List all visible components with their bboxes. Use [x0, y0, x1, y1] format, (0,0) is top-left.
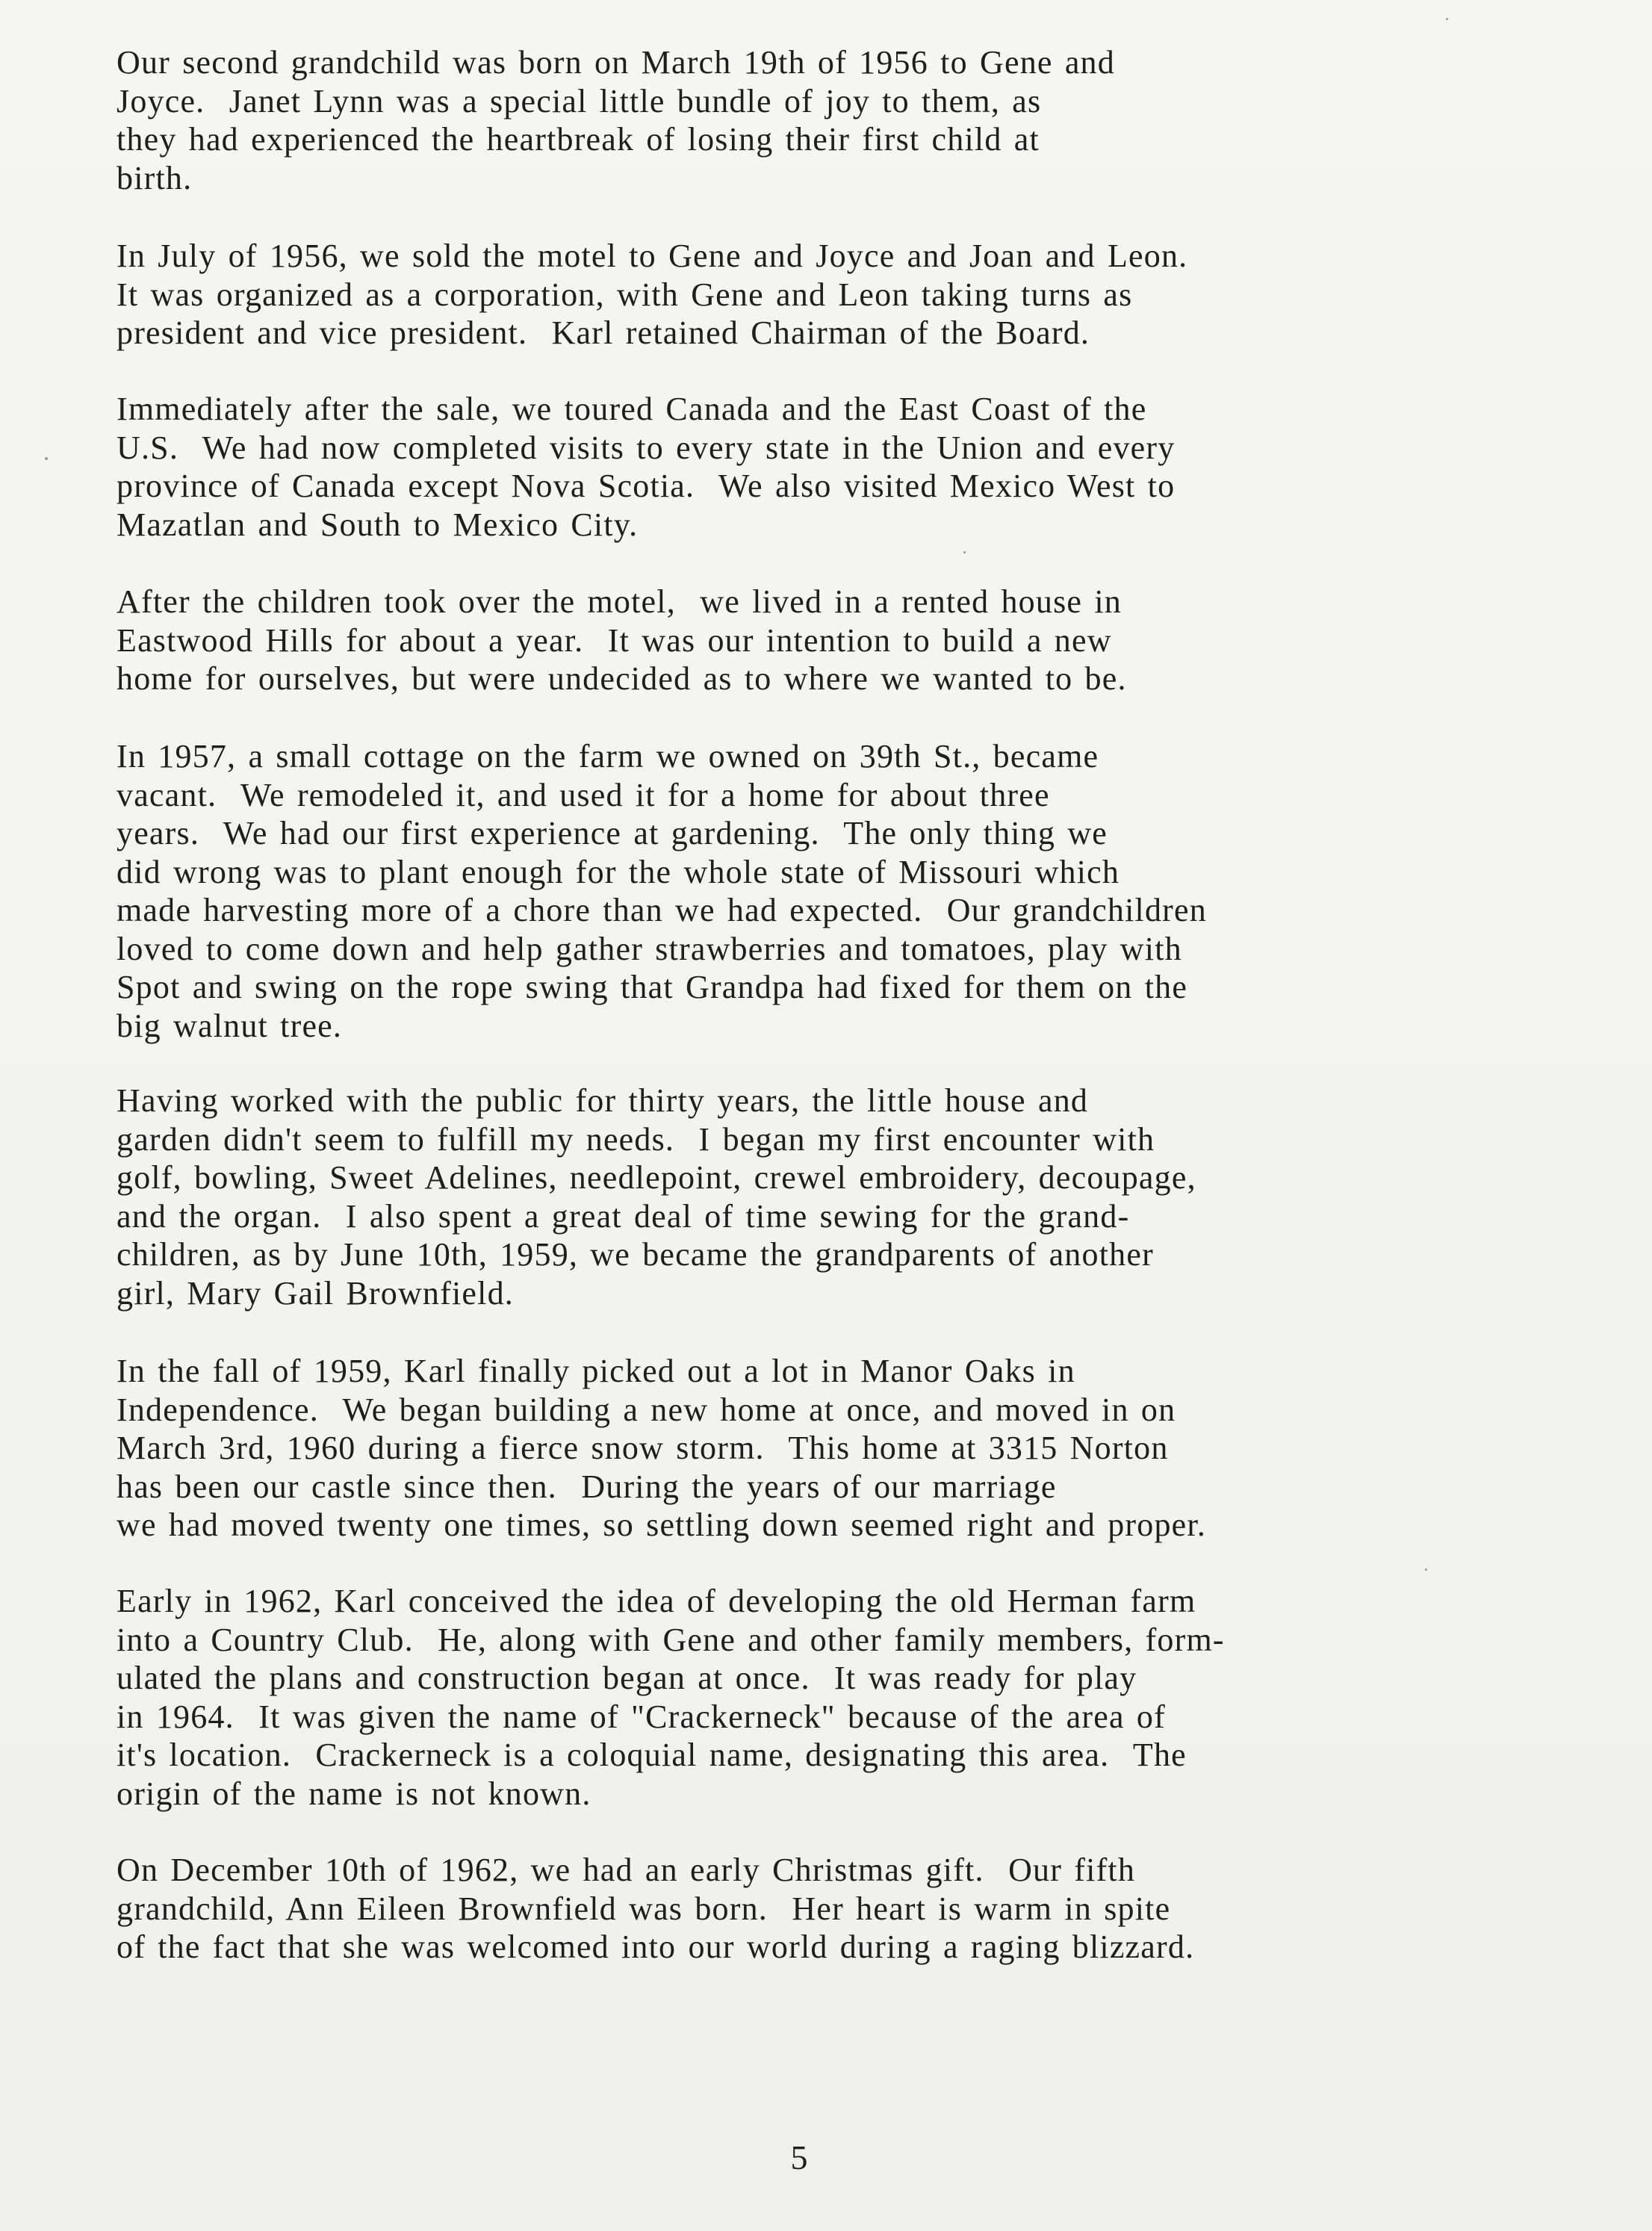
text-line: Independence. We began building a new home at once, and moved in on	[117, 1391, 1176, 1428]
text-line: we had moved twenty one times, so settling down seemed right and proper.	[117, 1507, 1207, 1543]
paragraph-6	[117, 1082, 1580, 1312]
text-line: garden didn't seem to fulfill my needs. I began my first encounter with	[117, 1120, 1155, 1158]
text-line: Mazatlan and South to Mexico City.	[117, 506, 639, 543]
text-line: Our second grandchild was born on March 19th of 1956 to Gene and	[117, 44, 1115, 81]
text-line: it's location. Crackerneck is a coloquial name, designating this area. The	[117, 1737, 1187, 1773]
paragraph-8	[117, 1582, 1580, 1813]
text-line: On December 10th of 1962, we had an early Christmas gift. Our fifth	[117, 1852, 1136, 1888]
text-line: years. We had our first experience at gardening. The only thing we	[117, 815, 1108, 851]
text-line: Joyce. Janet Lynn was a special little bundle of joy to them, as	[117, 82, 1042, 120]
text-line: origin of the name is not known.	[117, 1775, 591, 1812]
text-line: loved to come down and help gather strawberries and tomatoes, play with	[117, 930, 1182, 967]
text-line: province of Canada except Nova Scotia. We also visited Mexico West to	[117, 468, 1176, 504]
text-line: of the fact that she was welcomed into our world during a raging blizzard.	[117, 1929, 1195, 1965]
text-line: did wrong was to plant enough for the whole state of Missouri which	[117, 853, 1120, 890]
paragraph-9	[117, 1851, 1580, 1967]
text-line: Early in 1962, Karl conceived the idea of developing the old Herman farm	[117, 1583, 1196, 1619]
text-line: March 3rd, 1960 during a fierce snow storm. This home at 3315 Norton	[117, 1430, 1169, 1466]
text-line: golf, bowling, Sweet Adelines, needlepoint, crewel embroidery, decoupage,	[117, 1159, 1196, 1196]
text-line: big walnut tree.	[117, 1007, 343, 1044]
text-line: U.S. We had now completed visits to every state in the Union and every	[117, 429, 1176, 466]
text-line: Eastwood Hills for about a year. It was our intention to build a new	[117, 621, 1112, 659]
paper-speck	[1446, 18, 1448, 20]
text-line: in 1964. It was given the name of "Crackerneck" because of the area of	[117, 1698, 1166, 1735]
text-line: into a Country Club. He, along with Gene and other family members, form-	[117, 1621, 1225, 1658]
text-line: girl, Mary Gail Brownfield.	[117, 1274, 514, 1312]
paragraph-2	[117, 237, 1580, 353]
text-line: In July of 1956, we sold the motel to Gene and Joyce and Joan and Leon.	[117, 238, 1188, 274]
text-line: ulated the plans and construction began at once. It was ready for play	[117, 1660, 1137, 1696]
text-line: made harvesting more of a chore than we had expected. Our grandchildren	[117, 892, 1207, 928]
text-line: Having worked with the public for thirty years, the little house and	[117, 1082, 1089, 1119]
paragraph-7	[117, 1352, 1580, 1545]
text-line: vacant. We remodeled it, and used it for a home for about three	[117, 776, 1050, 813]
paper-speck	[1425, 1568, 1427, 1571]
text-line: After the children took over the motel, we lived in a rented house in	[117, 583, 1122, 620]
text-line: home for ourselves, but were undecided as to where we wanted to be.	[117, 660, 1127, 697]
paper-speck	[45, 457, 48, 460]
text-line: president and vice president. Karl retained Chairman of the Board.	[117, 314, 1090, 351]
text-line: In 1957, a small cottage on the farm we owned on 39th St., became	[117, 738, 1099, 775]
text-line: In the fall of 1959, Karl finally picked out a lot in Manor Oaks in	[117, 1353, 1075, 1389]
text-line: Immediately after the sale, we toured Canada and the East Coast of the	[117, 391, 1147, 427]
text-line: grandchild, Ann Eileen Brownfield was born. Her heart is warm in spite	[117, 1890, 1171, 1927]
paragraph-1	[117, 43, 1580, 197]
text-line: and the organ. I also spent a great deal of time sewing for the grand-	[117, 1197, 1130, 1235]
text-line: children, as by June 10th, 1959, we became the grandparents of another	[117, 1236, 1154, 1273]
text-line: has been our castle since then. During the years of our marriage	[117, 1468, 1057, 1505]
text-line: they had experienced the heartbreak of losing their first child at	[117, 121, 1040, 158]
text-line: birth.	[117, 159, 193, 196]
paragraph-3	[117, 390, 1580, 544]
paragraph-4	[117, 583, 1580, 698]
paragraph-5	[117, 737, 1580, 1045]
text-line: It was organized as a corporation, with Gene and Leon taking turns as	[117, 276, 1133, 313]
paper-speck	[963, 551, 966, 553]
text-line: Spot and swing on the rope swing that Grandpa had fixed for them on the	[117, 969, 1188, 1005]
page-number: 5	[790, 2138, 808, 2176]
